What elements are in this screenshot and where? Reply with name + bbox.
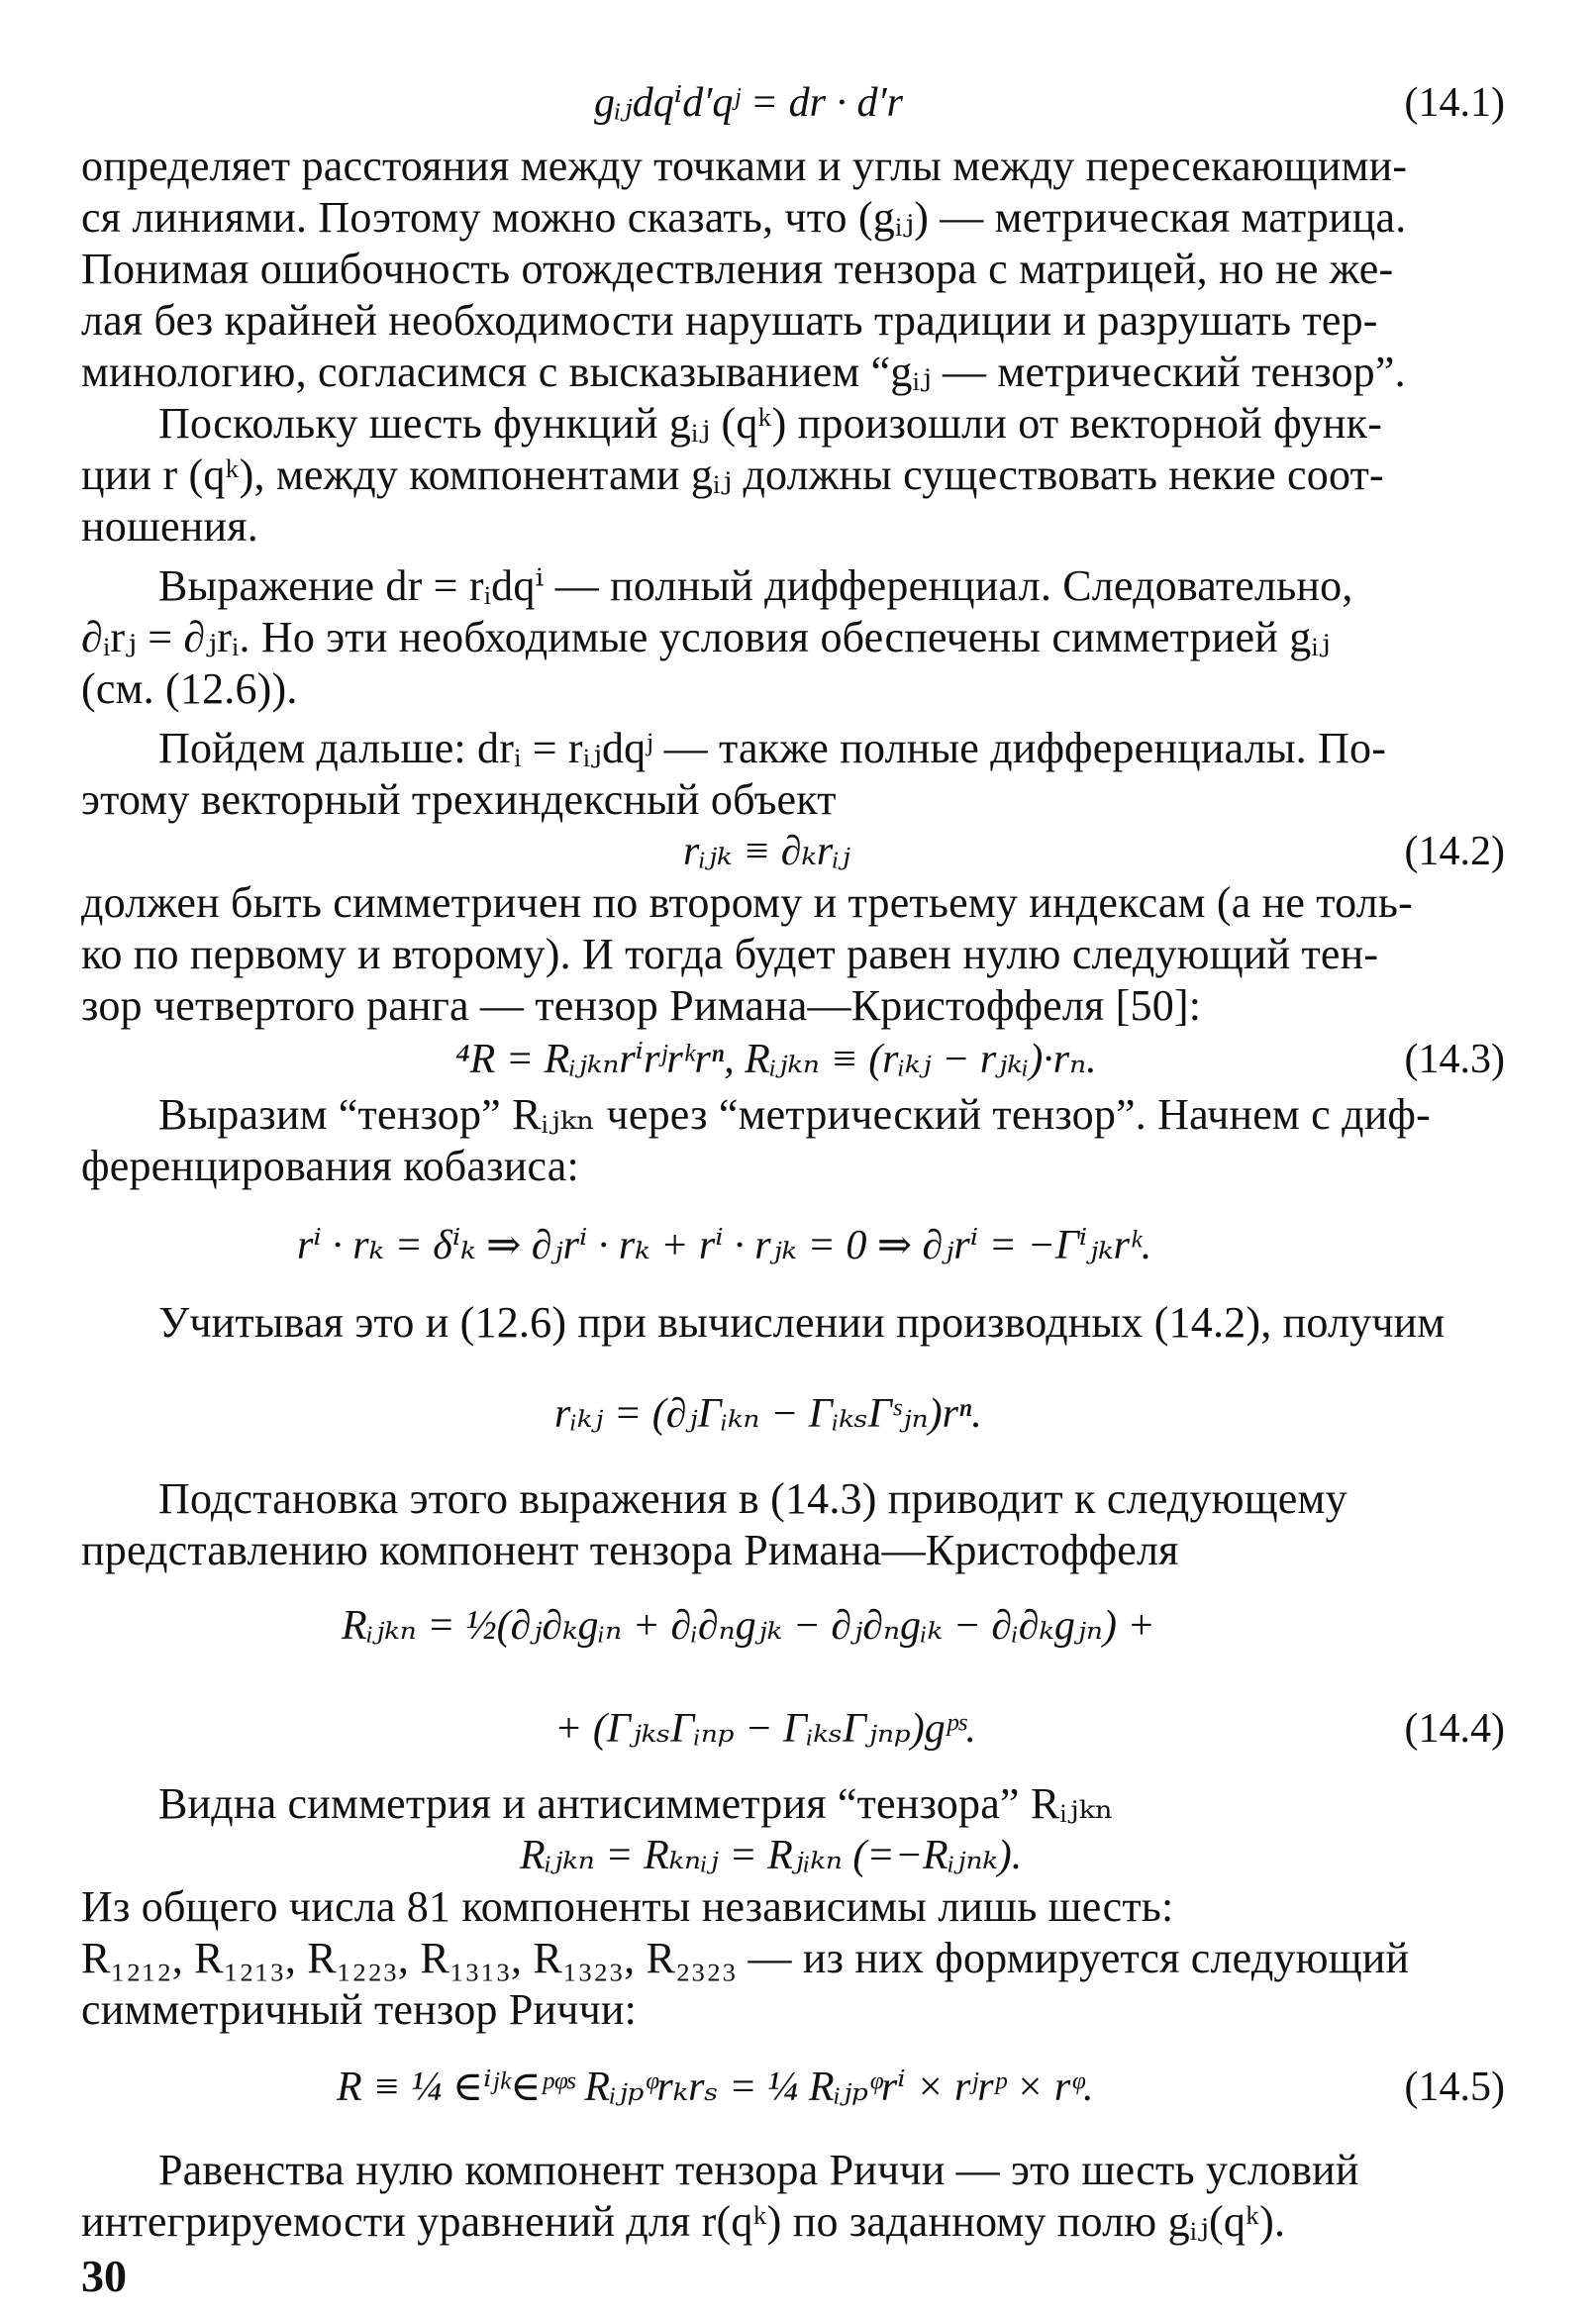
paragraph-3-line-2: ∂ᵢrⱼ = ∂ⱼrᵢ. Но эти необходимые условия обеспечены симметрией gᵢⱼ bbox=[81, 613, 1331, 661]
equation-number-14-1: (14.1) bbox=[1404, 80, 1505, 126]
paragraph-1-line-2: ся линиями. Поэтому можно сказать, что (gᵢⱼ) — метрическая матрица. bbox=[81, 193, 1407, 242]
page-number: 30 bbox=[81, 2251, 127, 2301]
paragraph-4-line-2: этому векторный трехиндексный объект bbox=[81, 775, 837, 824]
equation-14-5: R ≡ ¼ ∈ⁱʲᵏ∈ᵖᵠˢ Rᵢⱼₚᵠrₖrₛ = ¼ Rᵢⱼₚᵠrⁱ × rʲrᵖ × rᵠ. bbox=[337, 2065, 1094, 2110]
paragraph-10-line-2: R₁₂₁₂, R₁₂₁₃, R₁₂₂₃, R₁₃₁₃, R₁₃₂₃, R₂₃₂₃ — из них формируется следующий bbox=[81, 1934, 1410, 1982]
equation-14-2: rᵢⱼₖ ≡ ∂ₖrᵢⱼ bbox=[683, 829, 850, 874]
equation-14-4-line-1: Rᵢⱼₖₙ = ½(∂ⱼ∂ₖgᵢₙ + ∂ᵢ∂ₙgⱼₖ − ∂ⱼ∂ₙgᵢₖ − ∂ᵢ∂ₖgⱼₙ) + bbox=[342, 1603, 1155, 1649]
paragraph-4-line-1: Пойдем дальше: drᵢ = rᵢⱼdqʲ — также полные дифференциалы. По- bbox=[158, 724, 1387, 772]
paragraph-8-line-2: представлению компонент тензора Римана—Кристоффеля bbox=[81, 1526, 1179, 1574]
paragraph-1-line-5: минологию, согласимся с высказыванием “gᵢⱼ — метрический тензор”. bbox=[81, 348, 1406, 396]
paragraph-7-line-1: Учитывая это и (12.6) при вычислении производных (14.2), получим bbox=[158, 1298, 1446, 1347]
paragraph-1-line-3: Понимая ошибочность отождествления тензора с матрицей, но не же- bbox=[81, 245, 1394, 293]
paragraph-11-line-2: интегрируемости уравнений для r(qᵏ) по заданному полю gᵢⱼ(qᵏ). bbox=[81, 2197, 1286, 2246]
equation-14-3: ⁴R = Rᵢⱼₖₙrⁱrʲrᵏrⁿ, Rᵢⱼₖₙ ≡ (rᵢₖⱼ − rⱼₖᵢ)·rₙ. bbox=[455, 1037, 1097, 1082]
paragraph-5-line-2: ко по первому и второму). И тогда будет равен нулю следующий тен- bbox=[81, 930, 1379, 978]
paragraph-1-line-4: лая без крайней необходимости нарушать традиции и разрушать тер- bbox=[81, 296, 1378, 345]
paragraph-5-line-3: зор четвертого ранга — тензор Римана—Кристоффеля [50]: bbox=[81, 981, 1202, 1030]
equation-rikj: rᵢₖⱼ = (∂ⱼΓᵢₖₙ − ΓᵢₖₛΓˢⱼₙ)rⁿ. bbox=[554, 1391, 982, 1437]
paragraph-3-line-1: Выражение dr = rᵢdqⁱ — полный дифференциал. Следовательно, bbox=[158, 561, 1353, 610]
equation-number-14-2: (14.2) bbox=[1404, 829, 1505, 874]
paragraph-10-line-1: Из общего числа 81 компоненты независимы лишь шесть: bbox=[81, 1882, 1174, 1931]
paragraph-1-line-1: определяет расстояния между точками и углы между пересекающими- bbox=[81, 142, 1408, 190]
paragraph-10-line-3: симметричный тензор Риччи: bbox=[81, 1985, 638, 2034]
equation-cobasis: rⁱ · rₖ = δⁱₖ ⇒ ∂ⱼrⁱ · rₖ + rⁱ · rⱼₖ = 0 ⇒ ∂ⱼrⁱ = −Γⁱⱼₖrᵏ. bbox=[297, 1223, 1152, 1268]
paragraph-2-line-2: ции r (qᵏ), между компонентами gᵢⱼ должны существовать некие соот- bbox=[81, 451, 1384, 499]
paragraph-3-line-3: (см. (12.6)). bbox=[81, 664, 298, 713]
paragraph-5-line-1: должен быть симметричен по второму и третьему индексам (а не толь- bbox=[81, 878, 1414, 927]
paragraph-8-line-1: Подстановка этого выражения в (14.3) приводит к следующему bbox=[158, 1474, 1347, 1523]
equation-number-14-3: (14.3) bbox=[1404, 1037, 1505, 1082]
equation-number-14-5: (14.5) bbox=[1404, 2065, 1505, 2110]
paragraph-11-line-1: Равенства нулю компонент тензора Риччи — это шесть условий bbox=[158, 2146, 1359, 2194]
equation-symmetry: Rᵢⱼₖₙ = Rₖₙᵢⱼ = Rⱼᵢₖₙ (=−Rᵢⱼₙₖ). bbox=[520, 1833, 1023, 1878]
paragraph-6-line-1: Выразим “тензор” Rᵢⱼₖₙ через “метрический тензор”. Начнем с диф- bbox=[158, 1090, 1431, 1139]
paragraph-6-line-2: ференцирования кобазиса: bbox=[81, 1142, 579, 1190]
paragraph-2-line-1: Поскольку шесть функций gᵢⱼ (qᵏ) произошли от векторной функ- bbox=[158, 399, 1383, 448]
paragraph-2-line-3: ношения. bbox=[81, 502, 258, 551]
equation-number-14-4: (14.4) bbox=[1404, 1706, 1505, 1752]
equation-14-1: gᵢⱼdqⁱd′qʲ = dr · d′r bbox=[594, 80, 904, 126]
equation-14-4-line-2: + (ΓⱼₖₛΓᵢₙₚ − ΓᵢₖₛΓⱼₙₚ)gᵖˢ. bbox=[554, 1706, 977, 1752]
paragraph-9-line-1: Видна симметрия и антисимметрия “тензора” Rᵢⱼₖₙ bbox=[158, 1779, 1115, 1828]
